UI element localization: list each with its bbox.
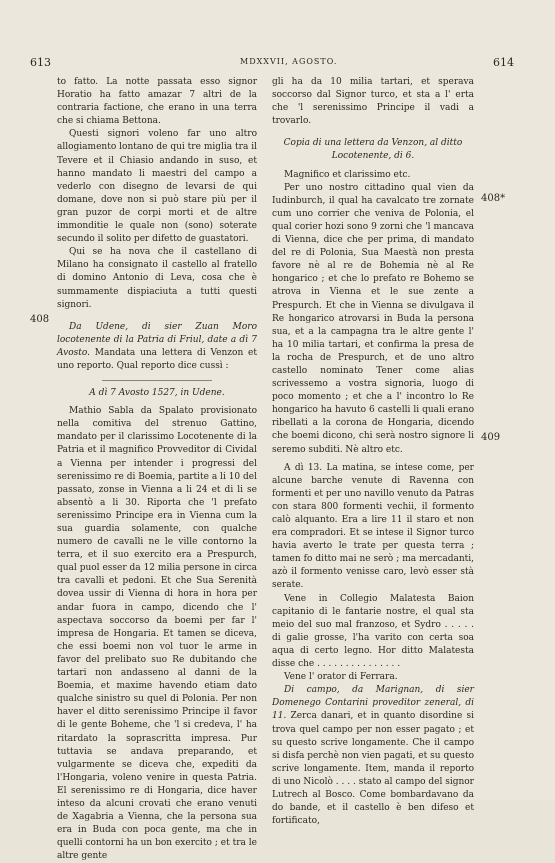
letter-copy-heading: Copia di una lettera da Venzon, al ditto Locotenente, di 6. [283, 138, 463, 162]
marignan-heading: Di campo, da Marignan, di sier Domenego Contarini proveditor zeneral, di 11. [272, 685, 474, 722]
running-title: MDXXVII, AGOSTO. [240, 57, 338, 66]
page-number-right: 614 [493, 56, 514, 69]
paragraph-venzon: Per uno nostro cittadino qual vien da Iudinburch, il qual ha cavalcato tre zornate cum uno corrier che veniva de Polonia, el qual corier hozi sono 9 zorni che 'l mancava di Vienna, dice che per prima, di mandato del re di Polonia, Sua Maestà non presta favore nè al re de Bohemia nè al Re hongarico ; et che lo prefato re Bohemo se atrova in Vienna et le sue zente a Prespurch. Et che in Vienna se divulgava il Re hongarico atrovarsi in Buda la persona sua, et a la campagna tra le altre gente l' ha 10 milia tartari, et confirma la presa de la rocha de Prespurch, et de uno altro castello nominato Tener come alias scrivessemo a vostra signoria, luogo di poco momento ; et che a l' incontro lo Re hongarico ha havuto 6 castelli li quali erano ribellati a la corona de Hongaria, dicendo che boemi dicono, chi serà nostro signore li seremo subditi. Nè altro etc. [272, 182, 474, 455]
paragraph-marignan [272, 684, 474, 828]
letter-intro: Mandata una lettera di Venzon et uno reporto. Qual reporto dice cussì : [57, 347, 257, 371]
left-column [57, 76, 257, 863]
running-header [0, 56, 555, 74]
letter-heading: Da Udene, di sier Zuan Moro locotenente di la Patria di Friul, date a dì 7 Avosto. [57, 321, 257, 358]
paragraph-continuation: to fatto. La notte passata esso signor Horatio ha fatto amazar 7 altri de la contraria factione, che erano in una terra che si chiama Bettona. [57, 77, 257, 127]
margin-number-408: 408 [30, 314, 50, 325]
paragraph-continuation-right: gli ha da 10 milia tartari, et sperava soccorso dal Signor turco, et sta a l' erta che 'l serenissimo Principe il vadi a trovarlo. [272, 77, 474, 127]
right-column [272, 76, 474, 828]
margin-number-408-star: 408* [481, 193, 506, 204]
salutation: Magnifico et clarissimo etc. [284, 169, 411, 180]
divider [102, 380, 212, 381]
paragraph-milan: Qui se ha nova che il castellano di Milano ha consignato il castello al fratello di domino Antonio di Leva, cosa che è summamente dispiaciuta a tutti questi signori. [57, 247, 257, 310]
dateline: A dì 7 Avosto 1527, in Udene. [89, 388, 225, 399]
paragraph-udene [57, 321, 257, 373]
paragraph-camp: Questi signori voleno far uno altro allogiamento lontano de qui tre miglia tra il Tevere et il Chiasio andando in suso, et hanno mandato li maestri del campo a vederlo con disegno de levarsi de qui domane, dove non si può stare più per il gran puzor de corpi morti et de altre immonditie le quale non (sono) soterate secundo il solito per difetto de guastatori. [57, 129, 257, 245]
page-number-left: 613 [30, 56, 51, 69]
paragraph-13: A dì 13. La matina, se intese come, per alcune barche venute di Ravenna con formenti et per uno navillo venuto da Patras con stara 800 formenti vechii, il formento calò alquanto. Era a lire 11 il staro et non era compradori. Et se intese il Signor turco havia averto le trate per questa terra ; tamen fo ditto mai ne serò ; ma mercadanti, azò il formento venisse caro, levò esser stà serate. [272, 462, 474, 591]
marignan-body: Zerca danari, et in quanto disordine si trova quel campo per non esser pagato ; et su questo scrive longamente. Che il campo si disfa perchè non vien pagati, et su questo scrive longamente. Item, manda il reporto di uno Nicolò . . . . stato al campo del signor Lutrech al Bosco. Come bombardavano da do bande, et il castello è ben difeso et fortificato, [272, 711, 474, 827]
paragraph-report: Mathio Sabla da Spalato provisionato nella comitiva del strenuo Gattino, mandato per il clarissimo Locotenente di la Patria et il magnifico Provveditor di Cividal a Vienna per intender i progressi del serenissimo re di Boemia, partite a li 10 del passato, zonse in Vienna a li 24 et di li se absentò a li 30. Riporta che 'l prefato serenissimo Principe era in Vienna cum la sua guardia solamente, con qualche numero de cavalli ne le ville contorno la terra, et il suo exercito era a Prespurch, qual puol esser da 12 milia persone in circa tra cavalli et pedoni. Et che Sua Serenità dovea ussir di Vienna di hora in hora per andar fuora in campo, dicendo che l' aspectava soccorso da boemi per far l' impresa de Hongaria. Et tamen se diceva, che essi boemi non vol tuor le arme in favor del prelibato suo Re dubitando che tartari non andasseno al danni de la Boemia, et maxime havendo etiam dato qualche sinistro su quel di Polonia. Per non haver el ditto serenissimo Principe il favor di le gente Boheme, che 'l si credeva, l' ha ritardato la soprascritta impresa. Pur tuttavia se andava preparando, et vulgarmente se diceva che, expediti da l'Hongaria, voleno venire in questa Patria. El serenissimo re di Hongaria, dice haver inteso da alcuni crovati che erano venuti de Xagabria a Vienna, che la persona sua era in Buda con poca gente, ma che in quelli contorni ha un bon exercito ; et tra le altre gente [57, 406, 257, 862]
paragraph-collegio: Vene in Collegio Malatesta Baion capitanio di le fantarie nostre, el qual sta meio del suo mal franzoso, et Sydro . . . . . di galie grosse, l'ha varito con certa soa aqua di certo legno. Hor ditto Malatesta disse che . . . . . . . . . . . . . . . [272, 593, 474, 670]
margin-number-409: 409 [481, 432, 501, 443]
paragraph-ferrara: Vene l' orator di Ferrara. [284, 672, 398, 683]
